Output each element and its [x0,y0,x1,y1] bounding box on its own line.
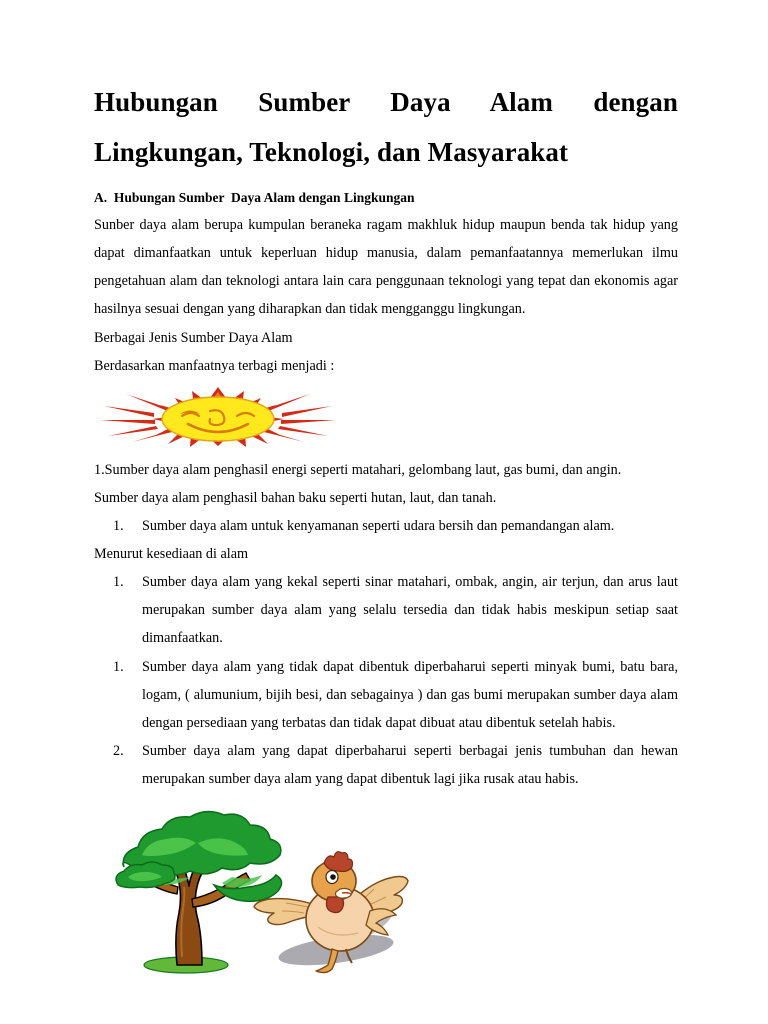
list-item [94,568,678,652]
line-berdasarkan-manfaat: Berdasarkan manfaatnya terbagi menjadi : [94,357,335,374]
list-item [94,737,678,793]
section-heading-a: A. Hubungan Sumber Daya Alam dengan Lingkungan [94,189,415,205]
sun-icon [98,386,338,448]
list-item-text: Sumber daya alam yang tidak dapat dibentuk diperbaharui seperti minyak bumi, batu bara, logam, ( alumunium, bijih besi, dan sebagainya ) dan gas bumi merupakan sumber daya alam dengan persediaan yang terbatas dan tidak dapat dibuat atau dibentuk setelah habis. [142,658,678,731]
list-kenyamanan [94,512,678,540]
bottom-clipart-group [94,807,424,977]
page-title-line-1: Hubungan Sumber Daya Alam dengan [94,87,678,117]
line-penghasil-bahan-baku: Sumber daya alam penghasil bahan baku seperti hutan, laut, dan tanah. [94,489,497,506]
paragraph-intro: Sunber daya alam berupa kumpulan beraneka ragam makhluk hidup maupun benda tak hidup yang dapat dimanfaatkan untuk keperluan hidup manusia, dalam pemanfaatannya memerlukan ilmu pengetahuan alam dan teknologi antara lain cara penggunaan teknologi yang tepat dan ekonomis agar hasilnya sesuai dengan yang diharapkan dan tidak mengganggu lingkungan. [94,217,678,318]
list-item-text: Sumber daya alam untuk kenyamanan seperti udara bersih dan pemandangan alam. [142,518,615,534]
chicken-icon [254,852,408,973]
list-marker: 1. [113,574,124,591]
list-marker: 1. [113,518,124,534]
list-marker: 1. [113,658,124,675]
list-item [94,512,678,540]
list-item-text: Sumber daya alam yang kekal seperti sinar matahari, ombak, angin, air terjun, dan arus laut merupakan sumber daya alam yang selalu tersedia dan tidak habis meskipun setiap saat dimanfaatkan. [142,574,678,647]
list-item [94,653,678,737]
line-berbagai-jenis: Berbagai Jenis Sumber Daya Alam [94,329,293,346]
list-item-text: Sumber daya alam yang dapat diperbaharui seperti berbagai jenis tumbuhan dan hewan merupakan sumber daya alam yang dapat dibentuk lagi jika rusak atau habis. [142,742,678,787]
page-title [94,78,678,178]
list-marker: 2. [113,742,124,759]
tree-icon [116,812,282,974]
list-kesediaan [94,568,678,793]
sun-clipart [98,386,338,448]
page-title-line-2: Lingkungan, Teknologi, dan Masyarakat [94,136,569,167]
document-content [94,78,678,977]
line-menurut-kesediaan: Menurut kesediaan di alam [94,546,249,563]
line-penghasil-energi: 1.Sumber daya alam penghasil energi seperti matahari, gelombang laut, gas bumi, dan angin. [94,461,622,478]
